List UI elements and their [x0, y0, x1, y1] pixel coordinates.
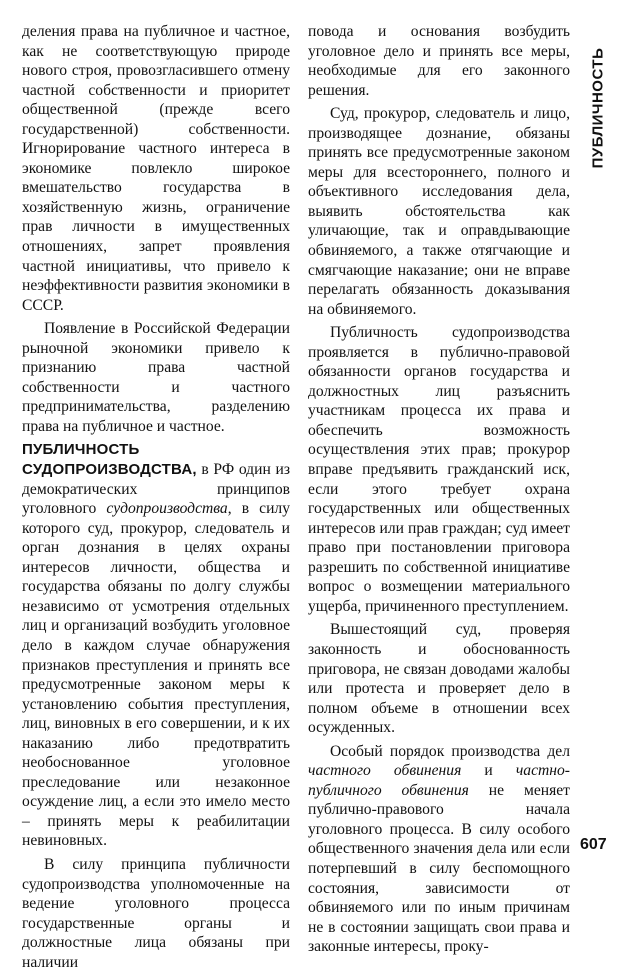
paragraph: В силу принципа публичности судопроизводства уполномоченные на ведение уголовного процесса государственные органы и должностные лица обязаны при наличии	[22, 855, 290, 971]
paragraph	[308, 742, 570, 957]
entry-text: в РФ один из демократических принципов уголовного	[22, 461, 290, 518]
left-column	[22, 22, 290, 976]
entry-text: , в силу которого суд, прокурор, следователь и орган дознания в целях охраны интересов личности, общества и государства обязаны по долгу службы независимо от усмотрения отдельных лиц и организаций возбудить уголовное дело в каждом случае обнаружения признаков преступления и принять все предусмотренные законом меры к установлению события преступления, лиц, виновных в его совершении, и к их наказанию либо предотвратить необоснованное уголовное преследование или незаконное осуждение лиц, а если это имело место – принять меры к реабилитации невиновных.	[22, 500, 290, 850]
paragraph: Суд, прокурор, следователь и лицо, производящее дознание, обязаны принять все предусмотренные законом меры для всестороннего, полного и объективного исследования дела, выявить обстоятельства как уличающие, так и оправдывающие обвиняемого, а также отягчающие и смягчающие наказание; они не вправе перелагать обязанность доказывания на обвиняемого.	[308, 105, 570, 318]
paragraph-text: Особый порядок производства дел	[330, 742, 570, 760]
paragraph-text: не меняет публично-правового начала уголовного процесса. В силу особого общественного значения дела или если потерпевший в силу беспомощного состояния, зависимости от обвиняемого или по иным причинам не в состоянии защищать свои права и законные интересы, проку-	[308, 781, 570, 956]
entry-cross-reference: судопроизводства	[106, 500, 228, 518]
running-head	[586, 28, 610, 188]
paragraph: Публичность судопроизводства проявляется в публично-правовой обязанности органов государства и должностных лиц разъяснить участникам процесса их права и обеспечить возможность осуществления этих прав; прокурор вправе предъявить гражданский иск, если этого требует охрана государственных или общественных интересов или прав граждан; суд имеет право при постановлении приговора разрешить по собственной инициативе вопрос о возмещении материального ущерба, причиненного преступлением.	[308, 324, 570, 615]
paragraph: повода и основания возбудить уголовное дело и принять все меры, необходимые для его законного решения.	[308, 23, 570, 99]
dictionary-entry	[22, 440, 290, 850]
page-number: 607	[580, 836, 607, 853]
entry-term: ПУБЛИЧНОСТЬ СУДОПРОИЗВОДСТВА,	[22, 441, 197, 479]
right-column	[308, 22, 570, 961]
paragraph: Появление в Российской Федерации рыночной экономики привело к признанию права частной собственности и частного предпринимательства, разделению права на публичное и частное.	[22, 320, 290, 435]
paragraph: Вышестоящий суд, проверяя законность и обоснованность приговора, не связан доводами жалобы или протеста и проверяет дело в полном объеме в отношении всех осужденных.	[308, 621, 570, 737]
paragraph: деления права на публичное и частное, как не соответствующую природе нового строя, провозгласившего отмену частной собственности и приоритет общественной (прежде всего государственной) собственности. Игнорирование частного интереса в экономике повлекло широкое вмешательство государства в хозяйственную жизнь, ограничение прав личности в имущественных отношениях, запрет проявления частной инициативы, что привело к неэффективности развития экономики в СССР.	[22, 23, 290, 314]
cross-reference: частного обвинения	[308, 762, 462, 780]
cross-reference: частно-публичного обвинения	[308, 762, 570, 799]
paragraph-text: и	[461, 762, 516, 780]
running-head-text: ПУБЛИЧНОСТЬ	[589, 47, 607, 169]
